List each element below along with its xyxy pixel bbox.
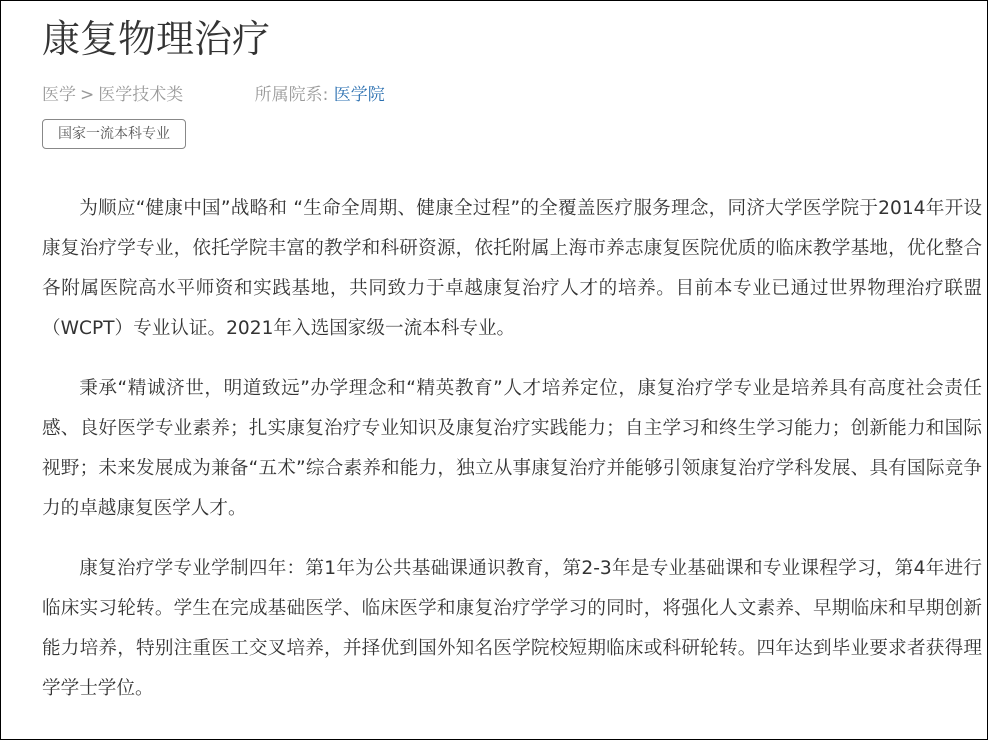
breadcrumb-subcategory[interactable]: 医学技术类 — [98, 85, 184, 105]
major-description — [42, 189, 982, 729]
page-title: 康复物理治疗 — [42, 17, 271, 61]
breadcrumb-category[interactable]: 医学 — [42, 85, 76, 105]
major-meta — [42, 83, 385, 107]
description-paragraph: 秉承“精诚济世，明道致远”办学理念和“精英教育”人才培养定位，康复治疗学专业是培养具有高度社会责任感、良好医学专业素养；扎实康复治疗专业知识及康复治疗实践能力；自主学习和终生学习能力；创新能力和国际视野；未来发展成为兼备“五术”综合素养和能力，独立从事康复治疗并能够引领康复治疗学科发展、具有国际竞争力的卓越康复医学人才。 — [42, 378, 982, 519]
description-paragraph: 康复治疗学专业学制四年：第1年为公共基础课通识教育，第2-3年是专业基础课和专业课程学习，第4年进行临床实习轮转。学生在完成基础医学、临床医学和康复治疗学学习的同时，将强化人文素养、早期临床和早期创新能力培养，特别注重医工交叉培养，并择优到国外知名医学院校短期临床或科研轮转。四年达到毕业要求者获得理学学士学位。 — [42, 558, 982, 699]
description-paragraph: 为顺应“健康中国”战略和 “生命全周期、健康全过程”的全覆盖医疗服务理念，同济大学医学院于2014年开设康复治疗学专业，依托学院丰富的教学和科研资源，依托附属上海市养志康复医院优质的临床教学基地，优化整合各附属医院高水平师资和实践基地，共同致力于卓越康复治疗人才的培养。目前本专业已通过世界物理治疗联盟（WCPT）专业认证。2021年入选国家级一流本科专业。 — [42, 198, 982, 339]
breadcrumb-separator: > — [80, 85, 95, 105]
college-link[interactable]: 医学院 — [333, 85, 385, 105]
tag-badge: 国家一流本科专业 — [42, 119, 186, 149]
college-label: 所属院系: — [254, 85, 329, 105]
